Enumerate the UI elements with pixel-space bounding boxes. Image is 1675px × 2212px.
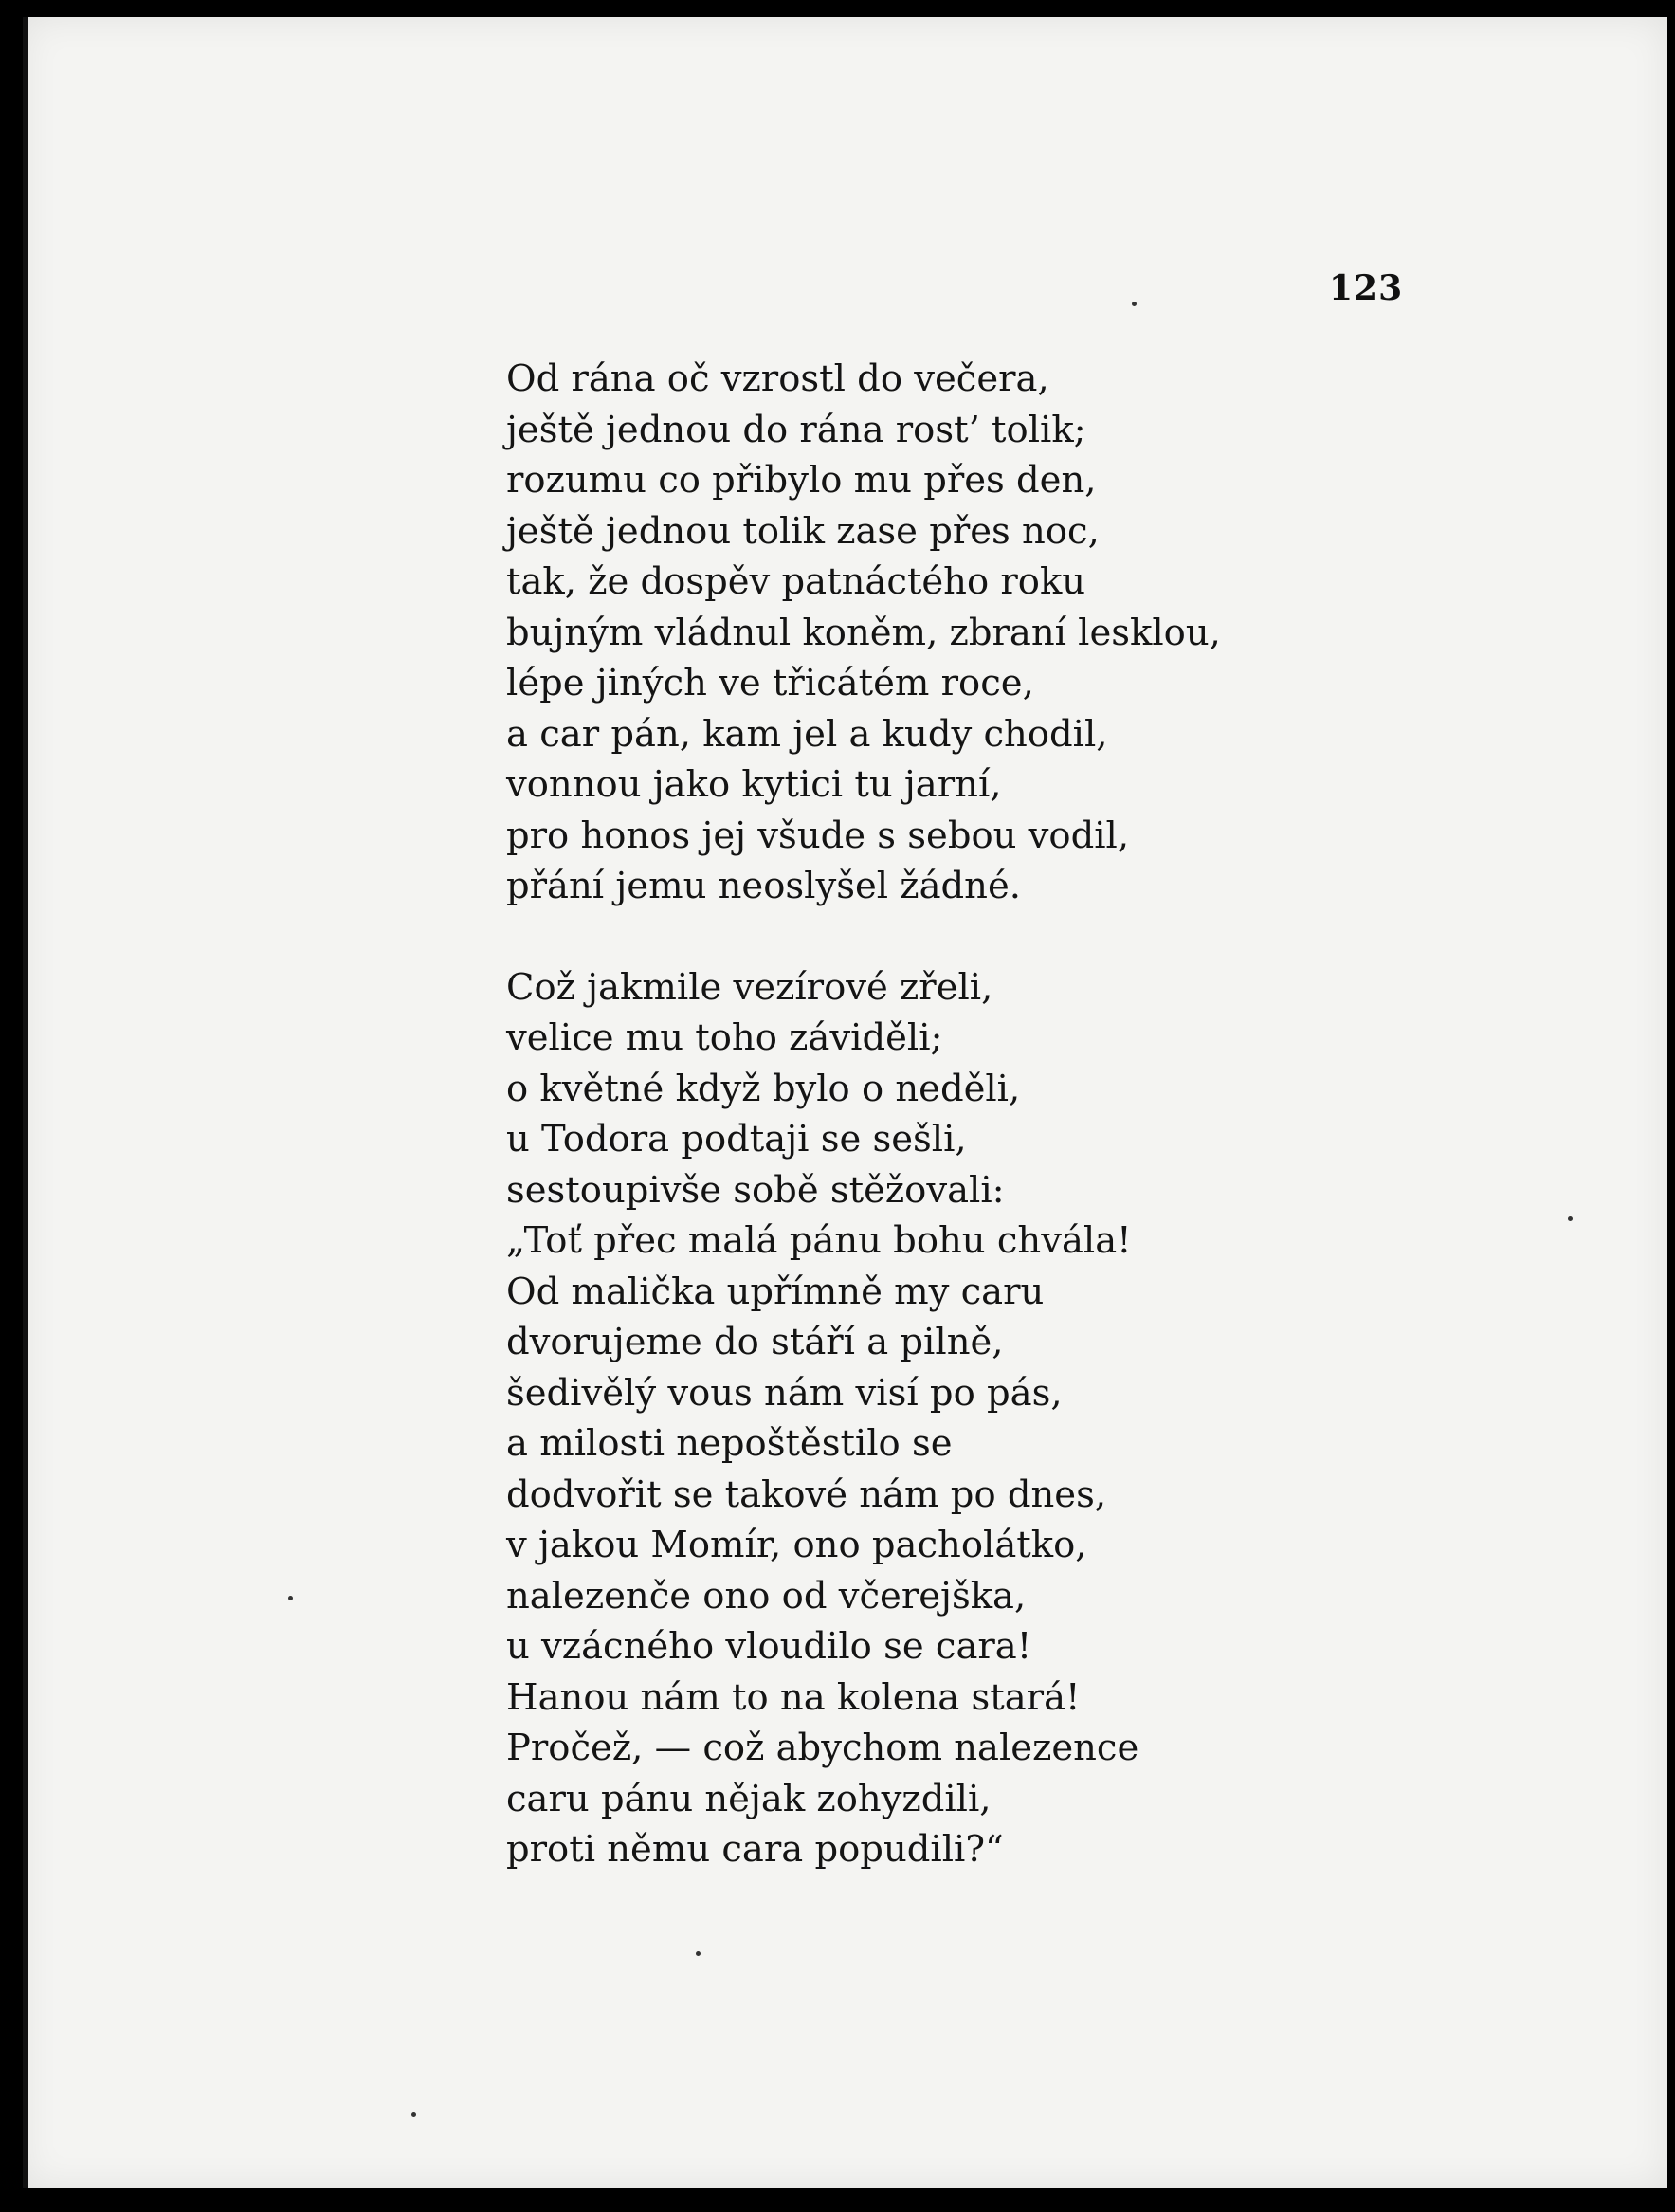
paper-speck bbox=[1132, 302, 1137, 306]
paper-speck bbox=[696, 1951, 701, 1956]
verse-line: lépe jiných ve třicátém roce, bbox=[506, 662, 1034, 704]
verse-line: u vzácného vloudilo se cara! bbox=[506, 1625, 1032, 1668]
verse-line: „Toť přec malá pánu bohu chvála! bbox=[506, 1219, 1132, 1262]
verse-line: pro honos jej všude s sebou vodil, bbox=[506, 814, 1130, 857]
verse-line: dodvořit se takové nám po dnes, bbox=[506, 1472, 1107, 1516]
verse-line: v jakou Momír, ono pacholátko, bbox=[506, 1524, 1087, 1566]
verse-line: Od malička upřímně my caru bbox=[506, 1270, 1045, 1313]
verse-line: nalezenče ono od včerejška, bbox=[506, 1574, 1027, 1618]
poem-text bbox=[506, 354, 1473, 1875]
verse-line: dvorujeme do stáří a pilně, bbox=[506, 1321, 1004, 1363]
verse-line: proti němu cara popudili?“ bbox=[506, 1828, 1004, 1871]
verse-line: šedivělý vous nám visí po pás, bbox=[506, 1371, 1063, 1415]
paper-speck bbox=[1568, 1216, 1573, 1221]
book-page bbox=[23, 17, 1667, 2188]
verse-line: velice mu toho záviděli; bbox=[506, 1016, 943, 1059]
stanza-2 bbox=[506, 962, 1473, 1875]
verse-line: ještě jednou do rána rost’ tolik; bbox=[506, 408, 1086, 451]
paper-speck bbox=[411, 2112, 416, 2117]
verse-line: ještě jednou tolik zase přes noc, bbox=[506, 509, 1100, 553]
verse-line: Hanou nám to na kolena stará! bbox=[506, 1675, 1081, 1719]
verse-line: o květné když bylo o neděli, bbox=[506, 1067, 1021, 1110]
verse-line: rozumu co přibylo mu přes den, bbox=[506, 459, 1097, 502]
binding-edge bbox=[23, 17, 28, 2188]
verse-line: Což jakmile vezírové zřeli, bbox=[506, 965, 993, 1009]
verse-line: u Todora podtaji se sešli, bbox=[506, 1118, 967, 1161]
verse-line: bujným vládnul koněm, zbraní lesklou, bbox=[506, 611, 1221, 654]
verse-line: vonnou jako kytici tu jarní, bbox=[506, 763, 1002, 806]
verse-line: Od rána oč vzrostl do večera, bbox=[506, 357, 1049, 400]
verse-line: tak, že dospěv patnáctého roku bbox=[506, 560, 1086, 603]
verse-line: a milosti nepoštěstilo se bbox=[506, 1422, 953, 1465]
stanza-1 bbox=[506, 354, 1473, 912]
page-number: 123 bbox=[1329, 268, 1404, 308]
verse-line: Pročež, — což abychom nalezence bbox=[506, 1727, 1139, 1769]
verse-line: přání jemu neoslyšel žádné. bbox=[506, 865, 1021, 907]
verse-line: sestoupivše sobě stěžovali: bbox=[506, 1168, 1005, 1212]
paper-speck bbox=[288, 1596, 293, 1600]
verse-line: caru pánu nějak zohyzdili, bbox=[506, 1777, 992, 1820]
verse-line: a car pán, kam jel a kudy chodil, bbox=[506, 712, 1108, 756]
